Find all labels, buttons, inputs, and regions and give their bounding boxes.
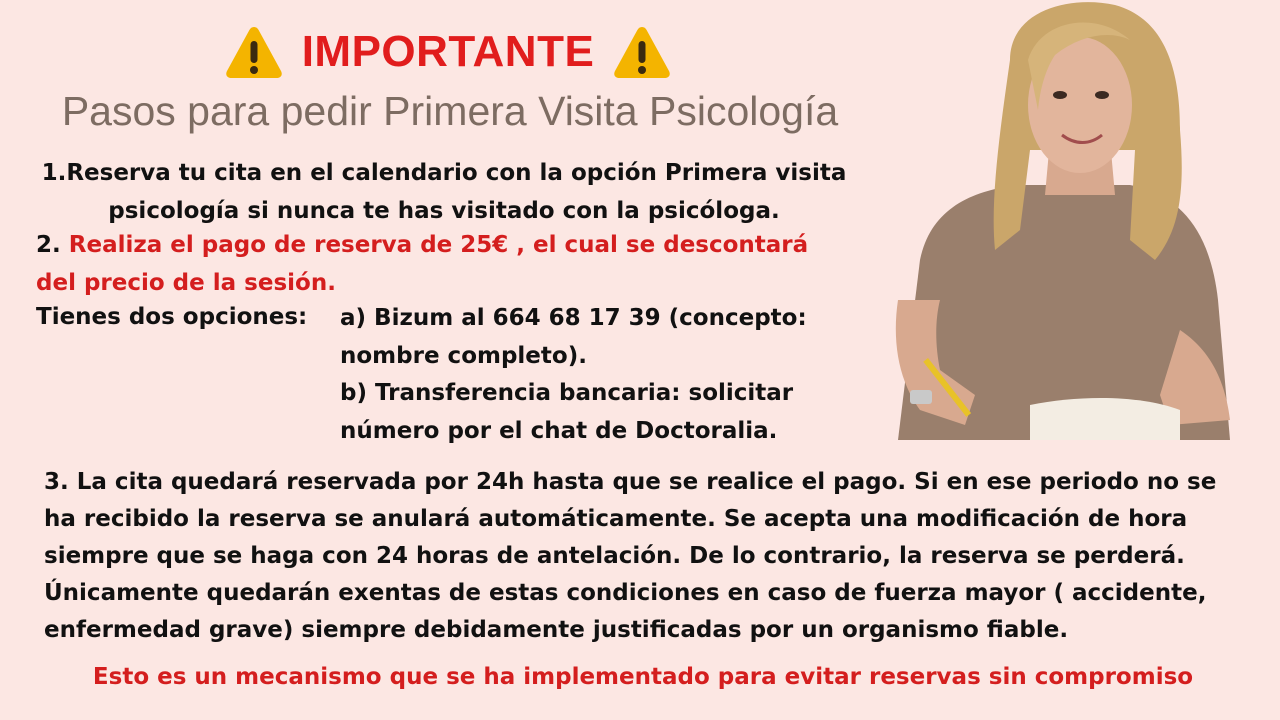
payment-options xyxy=(340,300,840,450)
step-3-line: Únicamente quedarán exentas de estas condiciones en caso de fuerza mayor ( accidente, xyxy=(44,580,1207,606)
step-2-number: 2. xyxy=(36,232,61,258)
footer-note: Esto es un mecanismo que se ha implementado para evitar reservas sin compromiso xyxy=(92,664,1194,690)
step-2 xyxy=(36,226,856,302)
warning-icon xyxy=(612,24,672,80)
step-2-line xyxy=(36,226,856,264)
step-3-line: ha recibido la reserva se anulará automáticamente. Se acepta una modificación de hora xyxy=(44,506,1188,532)
important-title: IMPORTANTE xyxy=(301,27,595,76)
important-banner xyxy=(0,22,900,82)
step-2-text: del precio de la sesión. xyxy=(36,270,336,296)
step-1-line: 1.Reserva tu cita en el calendario con la opción Primera visita xyxy=(41,160,847,186)
warning-icon xyxy=(224,24,284,80)
step-3-line: enfermedad grave) siempre debidamente justificadas por un organismo fiable. xyxy=(44,617,1069,643)
step-3 xyxy=(44,464,1244,649)
psychologist-photo xyxy=(880,0,1248,440)
step-3-line: siempre que se haga con 24 horas de antelación. De lo contrario, la reserva se perderá. xyxy=(44,543,1185,569)
option-transfer: b) Transferencia bancaria: solicitar xyxy=(340,380,794,406)
step-1-line: psicología si nunca te has visitado con la psicóloga. xyxy=(108,198,780,224)
option-bizum: a) Bizum al 664 68 17 39 (concepto: xyxy=(340,305,807,331)
option-transfer-cont: número por el chat de Doctoralia. xyxy=(340,417,778,444)
option-bizum-cont: nombre completo). xyxy=(340,342,587,369)
psychologist-photo-illustration xyxy=(880,0,1248,440)
step-3-line: 3. La cita quedará reservada por 24h hasta que se realice el pago. Si en ese periodo no se xyxy=(44,469,1217,495)
page-subtitle: Pasos para pedir Primera Visita Psicología xyxy=(61,88,839,134)
header xyxy=(0,22,900,135)
step-1 xyxy=(34,154,854,230)
step-2-text: Realiza el pago de reserva de 25€ , el cual se descontará xyxy=(68,232,809,258)
options-label: Tienes dos opciones: xyxy=(36,304,308,330)
